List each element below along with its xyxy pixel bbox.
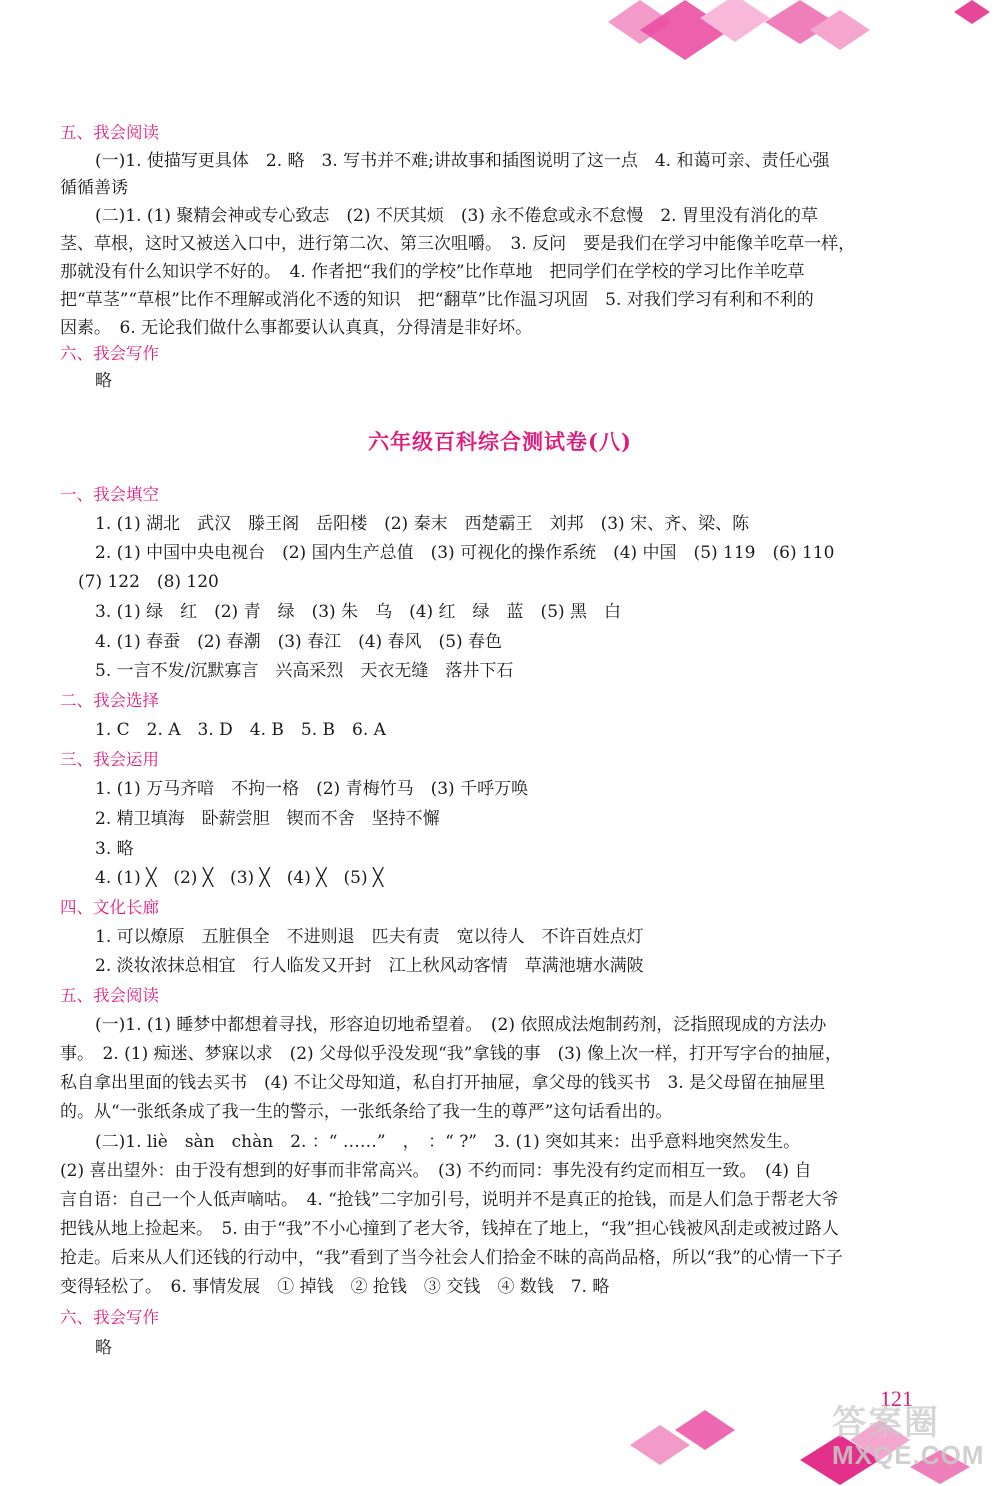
application-line-1: 1. (1) 万马齐喑 不拘一格 (2) 青梅竹马 (3) 千呼万唤: [95, 779, 529, 799]
watermark-logo: [832, 1395, 985, 1475]
fill-in-line-3: 3. (1) 绿 红 (2) 青 绿 (3) 朱 乌 (4) 红 绿 蓝 (5) 黑 白: [95, 602, 622, 622]
reading-prev-line-3: (二)1. (1) 聚精会神或专心致志 (2) 不厌其烦 (3) 永不倦怠或永不怠慢 2. 胃里没有消化的草: [95, 206, 818, 226]
culture-line-1: 1. 可以燎原 五脏俱全 不进则退 匹夫有责 宽以待人 不许百姓点灯: [95, 927, 644, 947]
reading-line-b5: 抢走。后来从人们还钱的行动中，“我”看到了当今社会人们拾金不昧的高尚品格，所以“我”的心情一下子: [60, 1248, 843, 1268]
heading-choice: 二、我会选择: [60, 691, 159, 710]
application-line-2: 2. 精卫填海 卧薪尝胆 锲而不舍 坚持不懈: [95, 809, 440, 829]
heading-writing-prev: 六、我会写作: [60, 344, 159, 363]
watermark-line-2: MXQE.COM: [832, 1440, 985, 1470]
reading-line-b6: 变得轻松了。 6. 事情发展 ① 掉钱 ② 抢钱 ③ 交钱 ④ 数钱 7. 略: [60, 1277, 610, 1297]
writing-prev-text: 略: [95, 371, 112, 391]
fill-in-line-1: 1. (1) 湖北 武汉 滕王阁 岳阳楼 (2) 秦末 西楚霸王 刘邦 (3) 宋、齐、梁、陈: [95, 514, 750, 534]
reading-line-a3: 私自拿出里面的钱去买书 (4) 不让父母知道，私自打开抽屉，拿父母的钱买书 3. 是父母留在抽屉里: [60, 1073, 826, 1093]
fill-in-line-2: 2. (1) 中国中央电视台 (2) 国内生产总值 (3) 可视化的操作系统 (4) 中国 (5) 119 (6) 110: [95, 543, 835, 563]
reading-line-b3: 言自语：自己一个人低声嘀咕。 4. “抢钱”二字加引号，说明并不是真正的抢钱，而是人们急于帮老大爷: [60, 1190, 839, 1210]
reading-prev-line-2: 循循善诱: [60, 178, 128, 198]
reading-line-a2: 事。 2. (1) 痴迷、梦寐以求 (2) 父母似乎没发现“我”拿钱的事 (3) 像上次一样，打开写字台的抽屉，: [60, 1044, 842, 1064]
writing-text: 略: [95, 1338, 112, 1358]
heading-fill-in: 一、我会填空: [60, 485, 159, 504]
reading-prev-line-6: 把“草茎”“草根”比作不理解或消化不透的知识 把“翻草”比作温习巩固 5. 对我们学习有利和不利的: [60, 290, 814, 310]
watermark-line-1: 答案圈: [832, 1404, 940, 1442]
test-title: 六年级百科综合测试卷(八): [368, 429, 632, 454]
fill-in-line-2b: (7) 122 (8) 120: [78, 572, 219, 592]
application-line-4: 4. (1) ╳ (2) ╳ (3) ╳ (4) ╳ (5) ╳: [95, 868, 384, 888]
reading-line-b2: (2) 喜出望外：由于没有想到的好事而非常高兴。 (3) 不约而同：事先没有约定而相互一致。 (4) 自: [60, 1161, 812, 1181]
pink-diamond-decoration-top: [600, 0, 1000, 70]
reading-line-b1: (二)1. liè sàn chàn 2. ：“ ……” ， ：“ ?” 3. (1) 突如其来：出乎意料地突然发生。: [95, 1132, 801, 1152]
heading-reading-prev: 五、我会阅读: [60, 123, 159, 142]
application-line-3: 3. 略: [95, 839, 134, 859]
fill-in-line-5: 5. 一言不发/沉默寡言 兴高采烈 天衣无缝 落井下石: [95, 661, 514, 681]
reading-line-a4: 的。从“一张纸条成了我一生的警示，一张纸条给了我一生的尊严”这句话看出的。: [60, 1102, 673, 1122]
fill-in-line-4: 4. (1) 春蚕 (2) 春潮 (3) 春江 (4) 春风 (5) 春色: [95, 632, 503, 652]
heading-application: 三、我会运用: [60, 750, 159, 769]
reading-prev-line-7: 因素。 6. 无论我们做什么事都要认认真真，分得清是非好坏。: [60, 318, 533, 338]
reading-prev-line-4: 茎、草根，这时又被送入口中，进行第二次、第三次咀嚼。 3. 反问 要是我们在学习中能像羊吃草一样，: [60, 234, 856, 254]
page-number: 121: [880, 1386, 913, 1411]
choice-answers: 1. C 2. A 3. D 4. B 5. B 6. A: [95, 720, 386, 740]
culture-line-2: 2. 淡妆浓抹总相宜 行人临发又开封 江上秋风动客情 草满池塘水满陂: [95, 956, 644, 976]
reading-line-b4: 把钱从地上捡起来。 5. 由于“我”不小心撞到了老大爷，钱掉在了地上，“我”担心钱被风刮走或被过路人: [60, 1219, 839, 1239]
heading-culture: 四、文化长廊: [60, 898, 159, 917]
reading-prev-line-5: 那就没有什么知识学不好的。 4. 作者把“我们的学校”比作草地 把同学们在学校的学习比作羊吃草: [60, 262, 805, 282]
heading-reading: 五、我会阅读: [60, 986, 159, 1005]
reading-line-a1: (一)1. (1) 睡梦中都想着寻找，形容迫切地希望着。 (2) 依照成法炮制药剂，泛指照现成的方法办: [95, 1015, 827, 1035]
heading-writing: 六、我会写作: [60, 1308, 159, 1327]
reading-prev-line-1: (一)1. 使描写更具体 2. 略 3. 写书并不难;讲故事和插图说明了这一点 4. 和蔼可亲、责任心强: [95, 151, 830, 171]
